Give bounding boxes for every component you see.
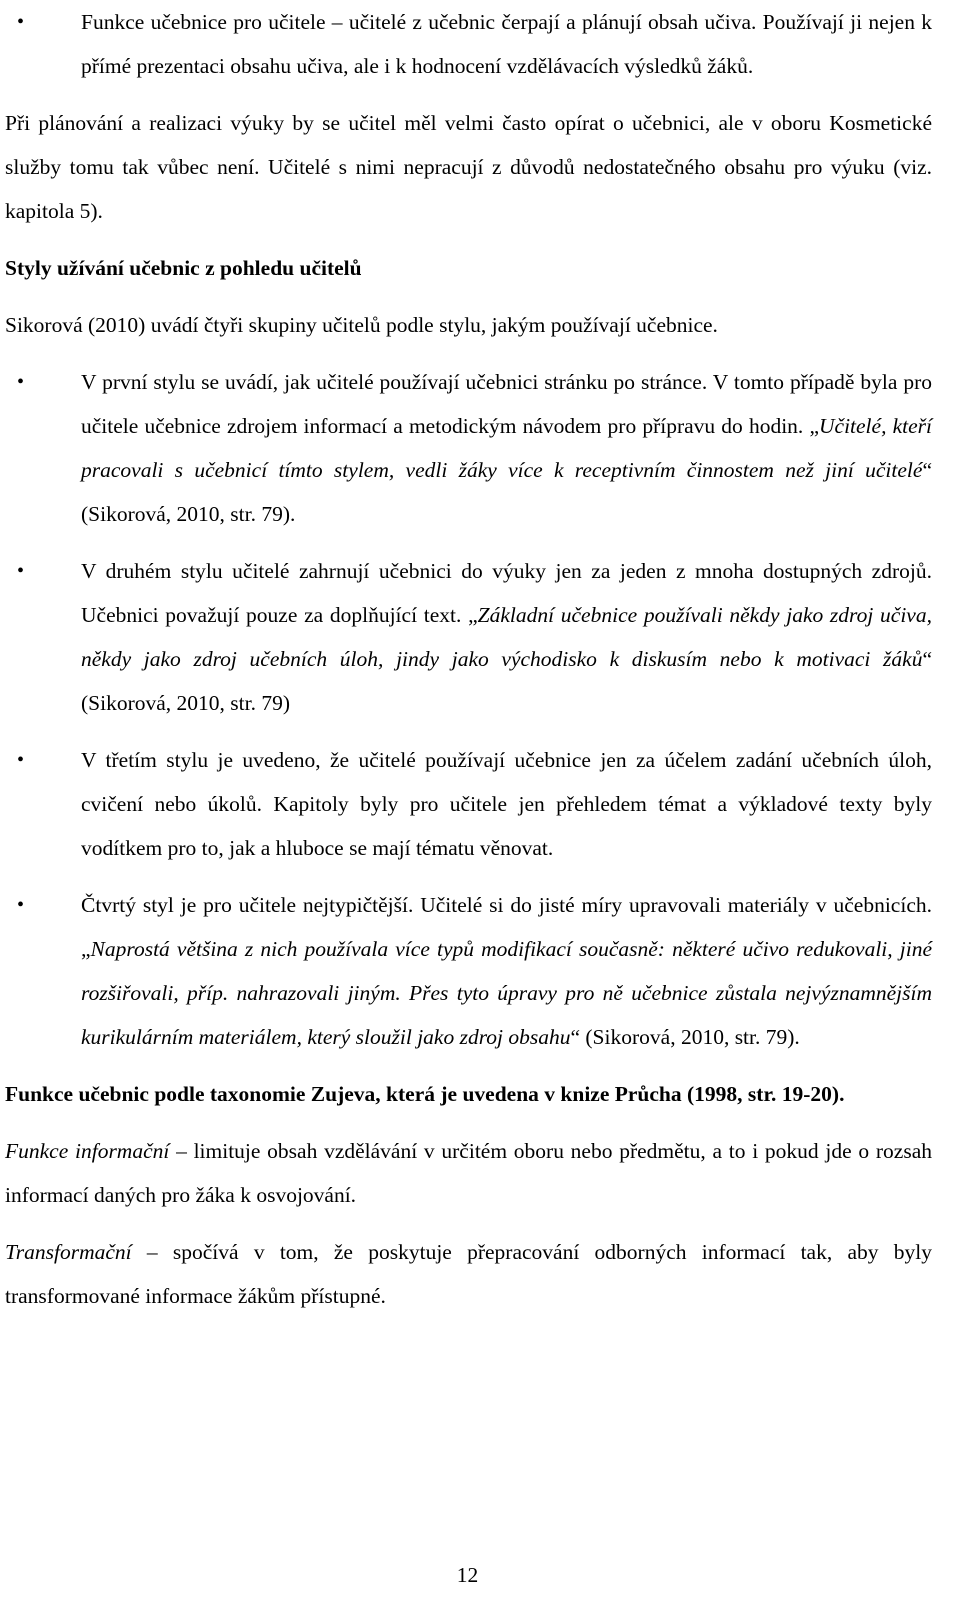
paragraph-text: Při plánování a realizaci výuky by se učitel měl velmi často opírat o učebnici, ale v oboru Kosmetické služby tomu tak vůbec není. Učitelé s nimi nepracují z důvodů nedostatečného obsahu pro výuku (viz. kapitola 5). [5,111,932,223]
section-heading: Funkce učebnic podle taxonomie Zujeva, která je uvedena v knize Průcha (1998, str. 19-20). [5,1082,845,1106]
paragraph-text: Sikorová (2010) uvádí čtyři skupiny učitelů podle stylu, jakým používají učebnice. [5,313,718,337]
bullet-dot-icon: • [17,11,25,33]
bullet-dot-icon: • [17,560,25,582]
bullet-text: V první stylu se uvádí, jak učitelé používají učebnici stránku po stránce. V tomto případě byla pro učitele učebnice zdrojem informací a metodickým návodem pro přípravu do hodin. „Učitelé, kteří pracovali s učebnicí tímto stylem, vedli žáky více k receptivním činnostem než jiní učitelé“ (Sikorová, 2010, str. 79). [81,370,932,526]
paragraph [5,303,932,347]
page-number: 12 [456,1563,479,1587]
bullet-item [17,0,932,88]
document-page [5,0,932,1331]
bullet-item [17,360,932,536]
bullet-item [17,549,932,725]
paragraph [5,101,932,233]
bullet-dot-icon: • [17,749,25,771]
bullet-text: V druhém stylu učitelé zahrnují učebnici do výuky jen za jeden z mnoha dostupných zdrojů. Učebnici považují pouze za doplňující text. „Základní učebnice používali někdy jako zdroj učiva, někdy jako zdroj učebních úloh, jindy jako východisko k diskusím nebo k motivaci žáků“ (Sikorová, 2010, str. 79) [81,559,932,715]
bullet-item [17,883,932,1059]
bullet-dot-icon: • [17,371,25,393]
paragraph-text: Funkce informační – limituje obsah vzdělávání v určitém oboru nebo předmětu, a to i pokud jde o rozsah informací daných pro žáka k osvojování. [5,1139,932,1207]
paragraph [5,1129,932,1217]
paragraph [5,1230,932,1318]
bullet-text: Funkce učebnice pro učitele – učitelé z učebnic čerpají a plánují obsah učiva. Používají ji nejen k přímé prezentaci obsahu učiva, ale i k hodnocení vzdělávacích výsledků žáků. [81,10,932,78]
paragraph-text: Transformační – spočívá v tom, že poskytuje přepracování odborných informací tak, aby byly transformované informace žákům přístupné. [5,1240,932,1308]
section-heading: Styly užívání učebnic z pohledu učitelů [5,256,362,280]
bullet-text: V třetím stylu je uvedeno, že učitelé používají učebnice jen za účelem zadání učebních úloh, cvičení nebo úkolů. Kapitoly byly pro učitele jen přehledem témat a výkladové texty byly vodítkem pro to, jak a hluboce se mají tématu věnovat. [81,748,932,860]
bullet-text: Čtvrtý styl je pro učitele nejtypičtější. Učitelé si do jisté míry upravovali materiály v učebnicích. „Naprostá většina z nich používala více typů modifikací současně: některé učivo redukovali, jiné rozšiřovali, příp. nahrazovali jiným. Přes tyto úpravy pro ně učebnice zůstala nejvýznamnějším kurikulárním materiálem, který sloužil jako zdroj obsahu“ (Sikorová, 2010, str. 79). [81,893,932,1049]
bullet-dot-icon: • [17,894,25,916]
bullet-item [17,738,932,870]
